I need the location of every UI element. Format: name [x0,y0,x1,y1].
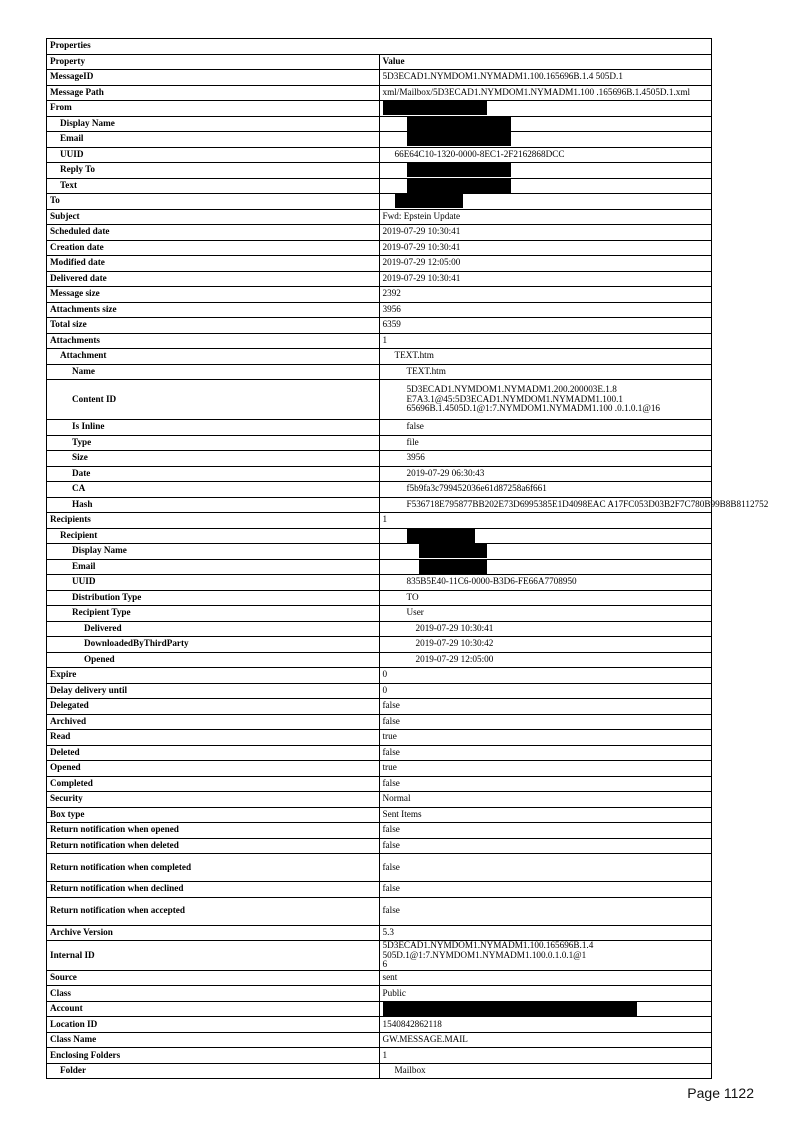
table-row [47,1017,712,1033]
property-value: false [379,882,712,898]
property-label: MessageID [47,70,380,86]
table-row [47,240,712,256]
property-value: 2019-07-29 10:30:41 [379,621,712,637]
property-label: Box type [47,807,380,823]
property-label: Opened [47,652,380,668]
table-row [47,132,712,148]
table-title-row [47,39,712,55]
redacted-value [379,528,712,544]
table-row [47,497,712,513]
property-value: 5.3 [379,925,712,941]
property-label: Display Name [47,116,380,132]
property-label: DownloadedByThirdParty [47,637,380,653]
property-label: Archived [47,714,380,730]
table-row [47,435,712,451]
property-label: Delivered [47,621,380,637]
property-label: Archive Version [47,925,380,941]
property-value: 2019-07-29 12:05:00 [379,256,712,272]
property-value: false [379,823,712,839]
property-label: Distribution Type [47,590,380,606]
property-label: Expire [47,668,380,684]
property-value: Mailbox [379,1063,712,1079]
property-value: 0 [379,683,712,699]
property-value: 3956 [379,451,712,467]
property-value: sent [379,970,712,986]
property-value: false [379,838,712,854]
property-value: 5D3ECAD1.NYMDOM1.NYMADM1.100.165696B.1.4 505D.1 [379,70,712,86]
table-row [47,807,712,823]
redaction-bar [407,529,475,543]
property-value: Normal [379,792,712,808]
table-row [47,882,712,898]
table-row [47,85,712,101]
table-row [47,116,712,132]
property-label: CA [47,482,380,498]
redacted-value [379,1001,712,1017]
table-row [47,194,712,210]
redacted-value [379,116,712,132]
table-row [47,364,712,380]
table-row [47,683,712,699]
properties-table [46,38,769,1079]
property-label: Size [47,451,380,467]
property-label: Location ID [47,1017,380,1033]
properties-table-body [47,39,769,1079]
property-label: Security [47,792,380,808]
property-label: Read [47,730,380,746]
table-row [47,333,712,349]
redacted-value [379,132,712,148]
property-value: Sent Items [379,807,712,823]
property-label: Enclosing Folders [47,1048,380,1064]
property-label: Display Name [47,544,380,560]
property-label: UUID [47,147,380,163]
property-label: UUID [47,575,380,591]
table-row [47,745,712,761]
table-row [47,652,712,668]
redaction-bar [419,560,487,574]
table-row [47,575,712,591]
table-row [47,941,712,971]
table-row [47,466,712,482]
property-label: Email [47,132,380,148]
table-row [47,101,712,117]
property-label: Recipient Type [47,606,380,622]
property-label: Opened [47,761,380,777]
property-label: Total size [47,318,380,334]
redaction-bar [407,179,511,193]
table-row [47,302,712,318]
table-row [47,70,712,86]
property-label: From [47,101,380,117]
table-row [47,147,712,163]
property-value: 0 [379,668,712,684]
redacted-value [379,101,712,117]
property-label: Attachments [47,333,380,349]
table-row [47,271,712,287]
table-header-row [47,54,712,70]
property-label: Creation date [47,240,380,256]
table-row [47,318,712,334]
header-value: Value [379,54,712,70]
property-value: file [379,435,712,451]
property-value: false [379,745,712,761]
property-label: Account [47,1001,380,1017]
property-label: Email [47,559,380,575]
property-value: Fwd: Epstein Update [379,209,712,225]
property-value: 2019-07-29 10:30:41 [379,271,712,287]
table-row [47,970,712,986]
redaction-bar [407,132,511,146]
table-row [47,349,712,365]
table-row [47,838,712,854]
table-row [47,559,712,575]
table-row [47,1001,712,1017]
redacted-value [379,544,712,560]
property-value: false [379,897,712,925]
property-value: false [379,776,712,792]
property-value: 2392 [379,287,712,303]
property-value: 2019-07-29 10:30:41 [379,225,712,241]
redaction-bar [407,117,511,131]
page-number: Page 1122 [687,1085,754,1101]
table-row [47,925,712,941]
property-value: TEXT.htm [379,364,712,380]
redacted-value [379,559,712,575]
table-row [47,792,712,808]
property-label: Return notification when declined [47,882,380,898]
property-value: GW.MESSAGE.MAIL [379,1032,712,1048]
table-row [47,897,712,925]
table-row [47,287,712,303]
table-row [47,1048,712,1064]
table-title: Properties [47,39,712,55]
property-value: User [379,606,712,622]
property-label: Recipient [47,528,380,544]
table-row [47,482,712,498]
table-row [47,209,712,225]
property-label: Delivered date [47,271,380,287]
property-label: Text [47,178,380,194]
property-label: Type [47,435,380,451]
table-row [47,761,712,777]
property-label: Is Inline [47,420,380,436]
property-label: Date [47,466,380,482]
property-value: 2019-07-29 12:05:00 [379,652,712,668]
property-label: Return notification when opened [47,823,380,839]
property-label: Modified date [47,256,380,272]
property-label: Subject [47,209,380,225]
property-value: 5D3ECAD1.NYMDOM1.NYMADM1.100.165696B.1.4 505D.1@1:7.NYMDOM1.NYMADM1.100.0.1.0.1@1 6 [379,941,712,971]
property-label: Delay delivery until [47,683,380,699]
table-row [47,528,712,544]
table-row [47,420,712,436]
table-row [47,668,712,684]
table-row [47,178,712,194]
table-row [47,606,712,622]
table-row [47,590,712,606]
table-row [47,637,712,653]
property-value: 3956 [379,302,712,318]
table-row [47,544,712,560]
table-row [47,225,712,241]
table-row [47,854,712,882]
property-value: false [379,420,712,436]
redaction-bar [383,101,487,115]
table-row [47,730,712,746]
table-row [47,776,712,792]
table-row [47,699,712,715]
property-value: 1 [379,333,712,349]
property-value: TO [379,590,712,606]
property-label: Content ID [47,380,380,420]
property-value: 6359 [379,318,712,334]
table-row [47,380,712,420]
property-value: 2019-07-29 06:30:43 [379,466,712,482]
table-row [47,1032,712,1048]
property-value: xml/Mailbox/5D3ECAD1.NYMDOM1.NYMADM1.100 .165696B.1.4505D.1.xml [379,85,712,101]
property-value: 1 [379,513,712,529]
property-value: false [379,854,712,882]
property-label: Deleted [47,745,380,761]
property-label: Folder [47,1063,380,1079]
property-label: Internal ID [47,941,380,971]
header-property: Property [47,54,380,70]
property-label: Class Name [47,1032,380,1048]
property-label: Scheduled date [47,225,380,241]
property-value: 835B5E40-11C6-0000-B3D6-FE66A7708950 [379,575,712,591]
table-row [47,513,712,529]
property-label: Attachments size [47,302,380,318]
table-row [47,714,712,730]
property-value: 2019-07-29 10:30:41 [379,240,712,256]
property-label: Message size [47,287,380,303]
property-value: F536718E795877BB202E73D6995385E1D4098EAC A17FC053D03B2F7C780B99B8B8112752 [379,497,712,513]
property-label: To [47,194,380,210]
property-value: f5b9fa3c799452036e61d87258a6f661 [379,482,712,498]
property-value: 1540842862118 [379,1017,712,1033]
property-value: false [379,714,712,730]
property-label: Completed [47,776,380,792]
property-value: Public [379,986,712,1002]
redaction-bar [395,194,463,208]
redacted-value [379,163,712,179]
property-value: 2019-07-29 10:30:42 [379,637,712,653]
property-label: Return notification when completed [47,854,380,882]
property-value: 5D3ECAD1.NYMDOM1.NYMADM1.200.200003E.1.8 E7A3.1@45:5D3ECAD1.NYMDOM1.NYMADM1.100.1 65696B.1.4505D.1@1:7.NYMDOM1.NYMADM1.100 .0.1.0.1@16 [379,380,712,420]
table-row [47,1063,712,1079]
redaction-bar [407,163,511,177]
property-label: Recipients [47,513,380,529]
property-label: Name [47,364,380,380]
table-row [47,451,712,467]
redacted-value [379,194,712,210]
property-value: true [379,761,712,777]
property-label: Class [47,986,380,1002]
property-value: 66E64C10-1320-0000-8EC1-2F2162868DCC [379,147,712,163]
redaction-bar [419,544,487,558]
table-row [47,621,712,637]
property-label: Return notification when accepted [47,897,380,925]
property-label: Attachment [47,349,380,365]
table-row [47,986,712,1002]
property-label: Return notification when deleted [47,838,380,854]
property-label: Source [47,970,380,986]
table-row [47,256,712,272]
property-label: Delegated [47,699,380,715]
table-row [47,823,712,839]
property-value: true [379,730,712,746]
property-value: TEXT.htm [379,349,712,365]
property-value: false [379,699,712,715]
redacted-value [379,178,712,194]
property-label: Hash [47,497,380,513]
property-label: Message Path [47,85,380,101]
property-label: Reply To [47,163,380,179]
redaction-bar [383,1002,637,1016]
table-row [47,163,712,179]
property-value: 1 [379,1048,712,1064]
